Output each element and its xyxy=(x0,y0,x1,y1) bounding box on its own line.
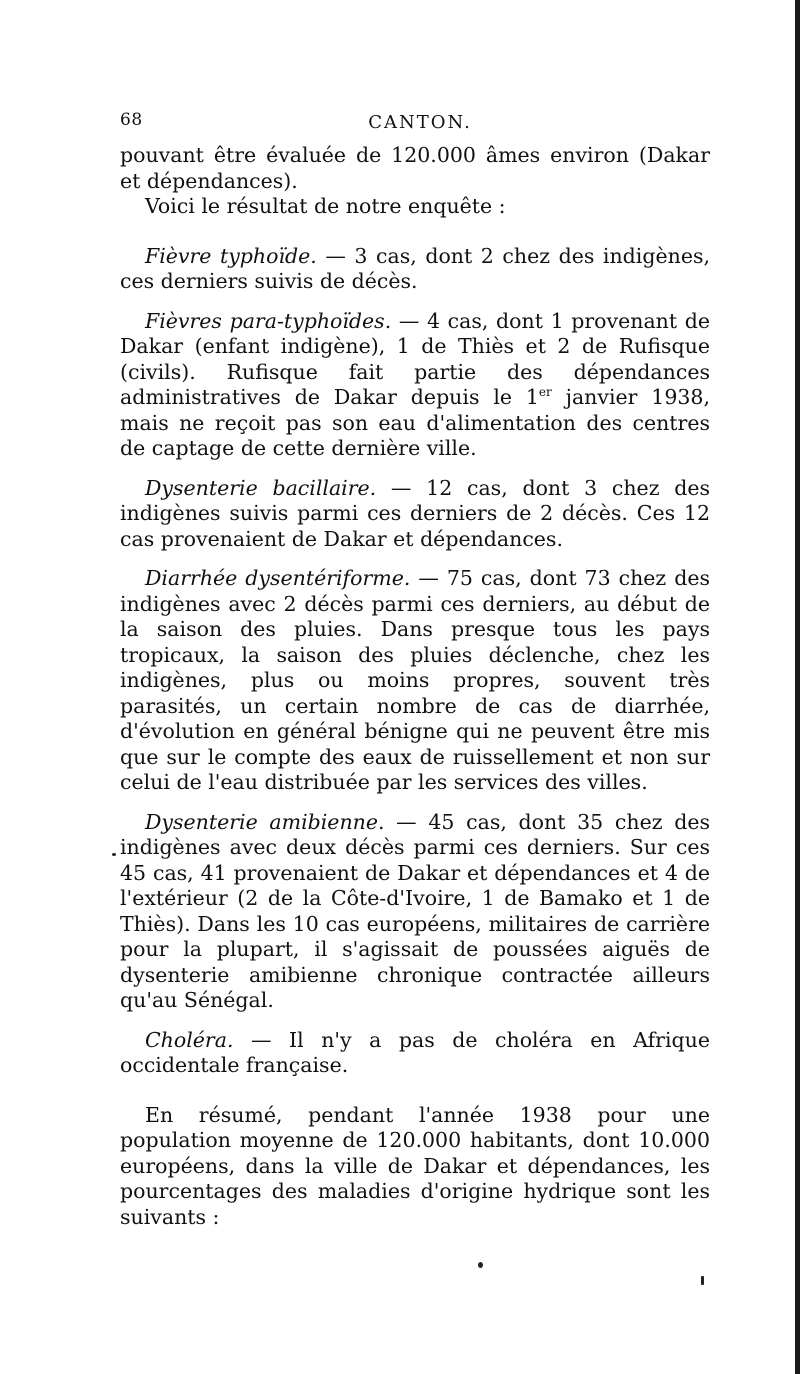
paragraph-text: Voici le résultat de notre enquête : xyxy=(145,194,506,218)
paragraph-fievres-paratyphoides xyxy=(120,309,710,462)
disease-term: Dysenterie amibienne. xyxy=(145,809,385,834)
running-title: CANTON. xyxy=(368,112,472,133)
paragraph-dysenterie-bacillaire xyxy=(120,476,710,553)
scan-speck xyxy=(112,853,116,856)
paragraph-text: — 4 cas, dont 1 provenant de Dakar (enfant indigène), 1 de Thiès et 2 de Rufisque (civils). Rufisque fait partie des dépendances administratives de Dakar depuis le xyxy=(120,308,710,409)
paragraph-text: pouvant être évaluée de 120.000 âmes environ (Dakar et dépendances). xyxy=(120,143,710,193)
body-text xyxy=(120,143,710,1230)
paragraph-resume xyxy=(120,1103,710,1231)
paragraph-intro xyxy=(120,194,710,220)
scan-edge-border xyxy=(795,0,800,1374)
ordinal-suffix: er xyxy=(538,385,552,400)
paragraph-text: — 3 cas, dont 2 chez des indigènes, ces derniers suivis de décès. xyxy=(120,243,710,293)
paragraph-cholera xyxy=(120,1028,710,1079)
scan-speck xyxy=(478,1262,483,1268)
paragraph-diarrhee-dysenteriforme xyxy=(120,566,710,796)
scan-speck xyxy=(701,1276,704,1285)
paragraph-text: — 75 cas, dont 73 chez des indigènes avec 2 décès parmi ces derniers, au début de la saison des pluies. Dans presque tous les pays tropicaux, la saison des pluies déclenche, chez les indigènes, plus ou moins propres, souvent très parasités, un certain nombre de cas de diarrhée, d'évolution en général bénigne qui ne peuvent être mis que sur le compte des eaux de ruissellement et non sur celui de l'eau distribuée par les services des villes. xyxy=(120,566,710,794)
disease-term: Dysenterie bacillaire. xyxy=(145,475,377,500)
ordinal-number: 1 xyxy=(525,385,539,409)
paragraph-text: — Il n'y a pas de choléra en Afrique occidentale française. xyxy=(120,1027,710,1077)
disease-term: Choléra. xyxy=(145,1027,234,1052)
paragraph-dysenterie-amibienne xyxy=(120,810,710,1014)
disease-term: Fièvre typhoïde. xyxy=(145,243,317,268)
page-number: 68 xyxy=(120,110,143,130)
disease-term: Diarrhée dysentériforme. xyxy=(145,566,411,590)
paragraph-fievre-typhoide xyxy=(120,244,710,295)
paragraph-text: — 12 cas, dont 3 chez des indigènes suivis parmi ces derniers de 2 décès. Ces 12 cas provenaient de Dakar et dépendances. xyxy=(120,475,710,551)
paragraph-text: — 45 cas, dont 35 chez des indigènes avec deux décès parmi ces derniers. Sur ces 45 cas, 41 provenaient de Dakar et dépendances et 4 de l'extérieur (2 de la Côte-d'Ivoire, 1 de Bamako et 1 de Thiès). Dans les 10 cas européens, militaires de carrière pour la plupart, il s'agissait de poussées aiguës de dysenterie amibienne chronique contractée ailleurs qu'au Sénégal. xyxy=(120,809,710,1012)
paragraph-text: En résumé, pendant l'année 1938 pour une population moyenne de 120.000 habitants, dont 10.000 européens, dans la ville de Dakar et dépendances, les pourcentages des maladies d'origine hydrique sont les suivants : xyxy=(120,1102,710,1229)
disease-term: Fièvres para-typhoïdes. xyxy=(145,308,392,333)
paragraph-continuation xyxy=(120,143,710,194)
paragraph-text-continued: janvier 1938, mais ne reçoit pas son eau d'alimentation des centres de captage de cette dernière ville. xyxy=(120,385,710,460)
